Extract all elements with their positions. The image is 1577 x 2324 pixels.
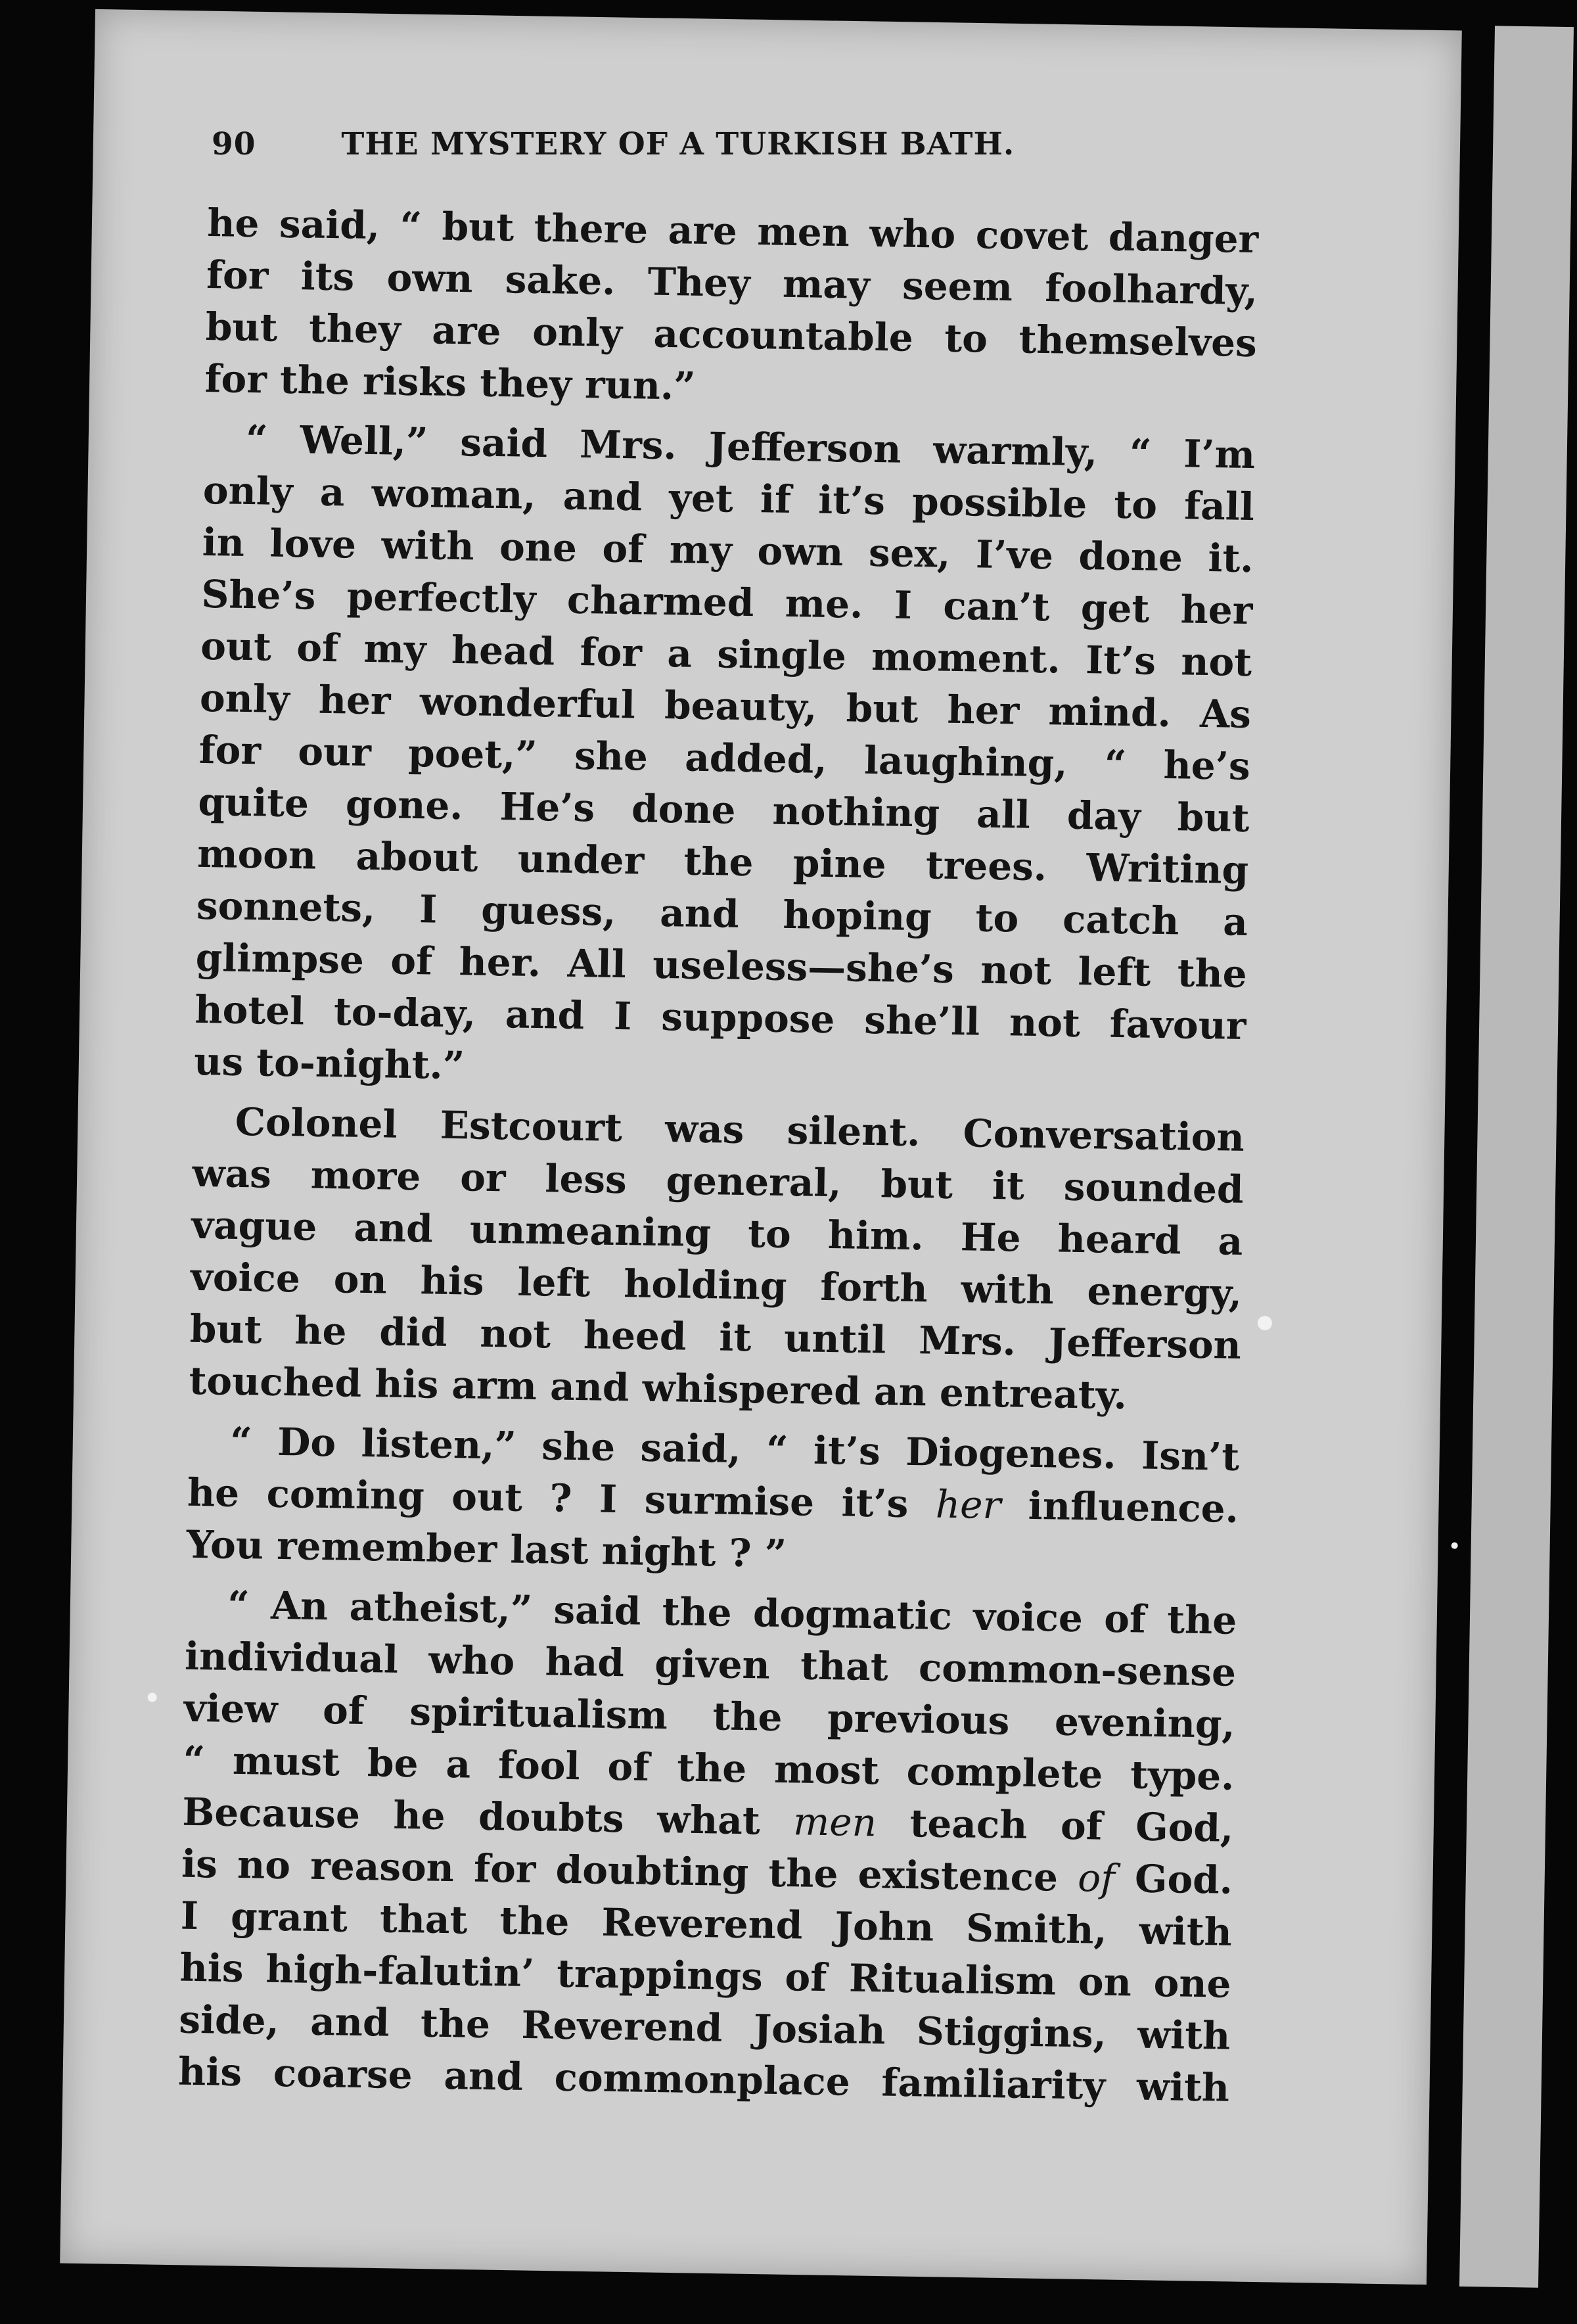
body-text [178,197,1259,2114]
page-header [212,126,1164,162]
paragraph [178,1579,1237,2114]
text-line: individual who had given that common-sense [184,1633,1237,1695]
text-line: side, and the Reverend Josiah Stiggins, with [178,1997,1231,2058]
text-run: influence. [1000,1483,1239,1531]
text-line: us to-night.” [193,1038,465,1088]
text-line: his coarse and commonplace familiarity with [177,2049,1230,2110]
text-run: teach of God, [876,1800,1234,1851]
text-line: but he did not heed it until Mrs. Jefferson [189,1306,1242,1368]
text-line: out of my head for a single moment. It’s not [200,623,1252,686]
text-line: his high-falutin’ trappings of Ritualism on one [179,1945,1232,2007]
text-line: view of spiritualism the previous evening, [183,1685,1236,1747]
text-line: voice on his left holding forth with energy, [190,1254,1243,1316]
text-line: for our poet,” she added, laughing, “ he’s [198,727,1251,789]
text-line: You remember last night ? ” [186,1522,787,1577]
page-number: 90 [212,126,256,162]
text-run: Because he doubts what [181,1789,794,1844]
text-line: in love with one of my own sex, I’ve done it. [202,519,1254,582]
paragraph [194,413,1256,1104]
text-line: touched his arm and whispered an entreaty. [189,1358,1128,1418]
text-line: but they are only accountable to themselves [205,304,1258,366]
text-line: quite gone. He’s done nothing all day but [198,779,1250,841]
italic-word: men [792,1799,877,1846]
paper-speck [1451,1543,1458,1549]
paragraph [186,1415,1240,1587]
text-line: for its own sake. They may seem foolhardy, [206,252,1258,314]
text-line: only a woman, and yet if it’s possible to fall [202,467,1255,530]
text-line: “ An atheist,” said the dogmatic voice of the [227,1582,1237,1643]
running-title: THE MYSTERY OF A TURKISH BATH. [341,126,1015,162]
paper-speck [1258,1316,1272,1330]
text-line: I grant that the Reverend John Smith, with [180,1893,1233,1955]
text-line: moon about under the pine trees. Writing [196,831,1249,893]
paragraph [204,197,1259,421]
text-line: vague and unmeaning to him. He heard a [191,1202,1243,1264]
text-line: he said, “ but there are men who covet danger [206,200,1259,262]
text-line: only her wonderful beauty, but her mind. As [199,675,1252,737]
text-line: “ Do listen,” she said, “ it’s Diogenes. Isn’t [229,1418,1240,1479]
text-run: God. [1114,1856,1233,1903]
text-run: is no reason for doubting the existence [181,1841,1078,1901]
text-line: “ must be a fool of the most complete type. [183,1737,1235,1799]
italic-word: of [1077,1855,1116,1901]
text-line: “ Well,” said Mrs. Jefferson warmly, “ I’m [245,416,1256,478]
italic-word: her [935,1481,1001,1528]
text-line: She’s perfectly charmed me. I can’t get her [200,571,1253,634]
text-line: for the risks they run.” [204,356,697,409]
text-run: he coming out ? I surmise it’s [187,1470,936,1527]
text-line: glimpse of her. All useless—she’s not left the [195,935,1248,996]
paper-speck [148,1692,157,1702]
text-line: Colonel Estcourt was silent. Conversation [235,1099,1245,1160]
text-line: was more or less general, but it sounded [192,1150,1245,1212]
paragraph [189,1096,1245,1424]
text-line: sonnets, I guess, and hoping to catch a [196,883,1248,944]
text-line: hotel to-day, and I suppose she’ll not favour [194,987,1246,1048]
